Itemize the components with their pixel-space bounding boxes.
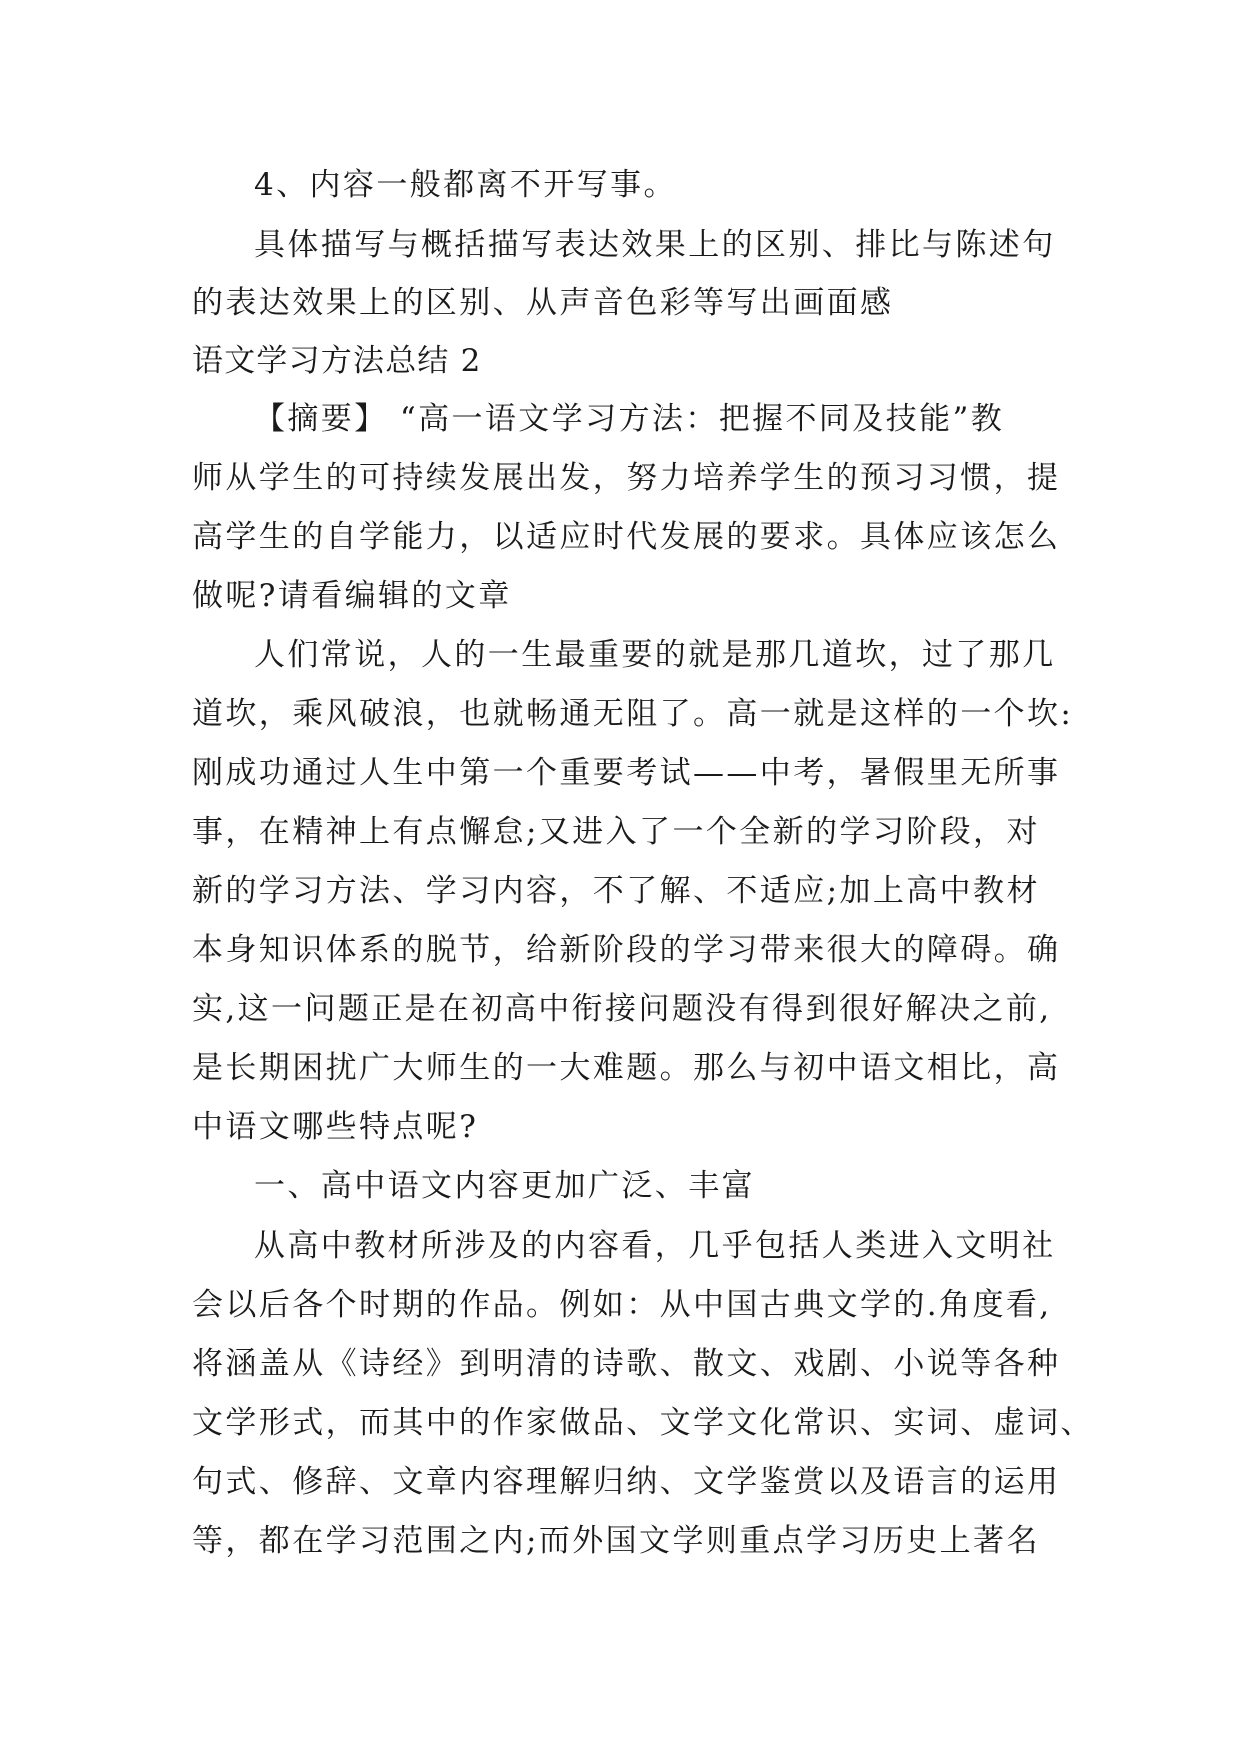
paragraph-line: 道坎，乘风破浪，也就畅通无阻了。高一就是这样的一个坎:: [192, 696, 1074, 732]
section-title: 语文学习方法总结 2: [192, 343, 482, 379]
paragraph-line: 的表达效果上的区别、从声音色彩等写出画面感: [192, 285, 894, 321]
paragraph-line: 会以后各个时期的作品。例如：从中国古典文学的.角度看,: [192, 1287, 1052, 1323]
paragraph-line: 刚成功通过人生中第一个重要考试——中考，暑假里无所事: [192, 755, 1061, 791]
paragraph-line: 中语文哪些特点呢?: [192, 1109, 479, 1145]
paragraph-line: 新的学习方法、学习内容，不了解、不适应;加上高中教材: [192, 873, 1040, 909]
paragraph-line: 从高中教材所涉及的内容看，几乎包括人类进入文明社: [254, 1228, 1056, 1264]
paragraph-line: 文学形式，而其中的作家做品、文学文化常识、实词、虚词、: [192, 1405, 1094, 1441]
paragraph-line: 事，在精神上有点懈怠;又进入了一个全新的学习阶段，对: [192, 814, 1040, 850]
abstract-line: 【摘要】 “高一语文学习方法：把握不同及技能”教: [254, 401, 1005, 437]
abstract-line: 高学生的自学能力，以适应时代发展的要求。具体应该怎么: [192, 519, 1061, 555]
paragraph-line: 人们常说，人的一生最重要的就是那几道坎，过了那几: [254, 637, 1056, 673]
paragraph-line: 句式、修辞、文章内容理解归纳、文学鉴赏以及语言的运用: [192, 1464, 1061, 1500]
paragraph-line: 具体描写与概括描写表达效果上的区别、排比与陈述句: [254, 227, 1056, 263]
paragraph-line: 等，都在学习范围之内;而外国文学则重点学习历史上著名: [192, 1523, 1040, 1559]
paragraph-line: 将涵盖从《诗经》到明清的诗歌、散文、戏剧、小说等各种: [192, 1346, 1061, 1382]
paragraph-line: 本身知识体系的脱节，给新阶段的学习带来很大的障碍。确: [192, 932, 1061, 968]
paragraph-line: 是长期困扰广大师生的一大难题。那么与初中语文相比，高: [192, 1050, 1061, 1086]
abstract-line: 做呢?请看编辑的文章: [192, 578, 512, 614]
list-item-4: 4、内容一般都离不开写事。: [254, 167, 677, 203]
subheading: 一、高中语文内容更加广泛、丰富: [254, 1168, 755, 1204]
paragraph-line: 实,这一问题正是在初高中衔接问题没有得到很好解决之前,: [192, 991, 1052, 1027]
abstract-line: 师从学生的可持续发展出发，努力培养学生的预习习惯，提: [192, 460, 1061, 496]
